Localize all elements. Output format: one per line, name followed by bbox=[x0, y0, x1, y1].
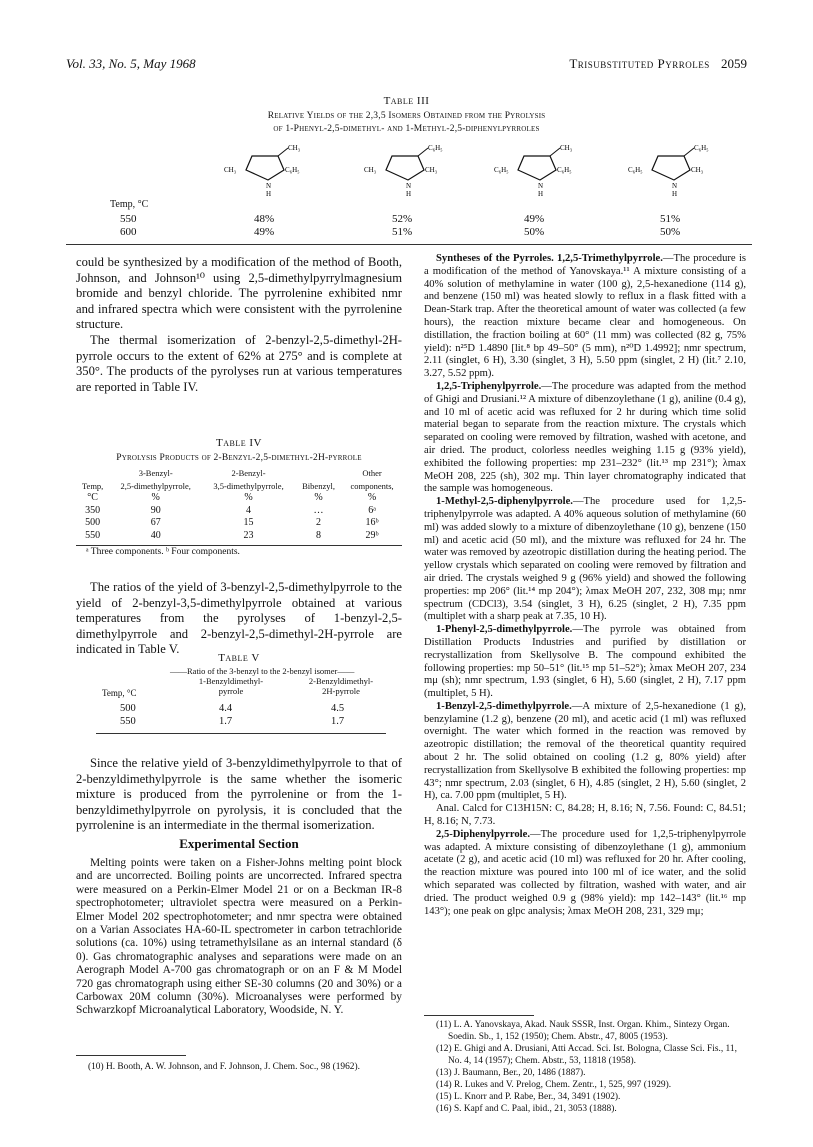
analysis: Anal. Calcd for C13H15N: C, 84.28; H, 8.16; N, 7.56. Found: C, 84.51; H, 8.16; N, 7.73. bbox=[424, 803, 746, 828]
table3-cell: 50% bbox=[524, 226, 545, 238]
reference: (11) L. A. Yanovskaya, Akad. Nauk SSSR, Inst. Organ. Khim., Sintezy Organ. Soedin. Sb., 1, 152 (1950); Chem. Abstr., 47, 8005 (1953). bbox=[436, 1020, 730, 1042]
table4-cell: 350 bbox=[85, 504, 101, 516]
table4-cell: 8 bbox=[316, 529, 322, 541]
table4-head-row bbox=[76, 492, 402, 505]
subheading: 1-Methyl-2,5-diphenylpyrrole. bbox=[436, 496, 573, 508]
pyrrole-structure-4 bbox=[628, 142, 720, 198]
table4-head: components, bbox=[350, 480, 394, 491]
svg-text:C₆H₅: C₆H₅ bbox=[285, 166, 300, 174]
body-text: —The pyrrole was obtained from Distillation Products Industries and purified by distillation or recrystallization from Skellysolve B. The compound exhibited the following properties: mp 50–51° (lit.¹⁵ mp 51–52°); λmax MeOH 207, 234 mμ (sh); nmr spectrum, 1.93 (singlet, 6 H), 5.60 (singlet, 2 H), 7.17 ppm (multiplet, 5 H). bbox=[424, 624, 746, 700]
table5-span-header: ——Ratio of the 3-benzyl to the 2-benzyl isomer—— bbox=[170, 666, 355, 676]
pyrrole-structure-1 bbox=[222, 142, 314, 198]
svg-text:N: N bbox=[672, 182, 678, 190]
left-column-top bbox=[76, 255, 402, 395]
reference: (13) J. Baumann, Ber., 20, 1486 (1887). bbox=[436, 1068, 586, 1078]
table5-head: pyrrole bbox=[218, 686, 244, 696]
table4-cell: 2 bbox=[316, 517, 322, 528]
table5-head: 2H-pyrrole bbox=[322, 686, 360, 696]
table5-title: Table V bbox=[218, 652, 260, 664]
table4-cell: 40 bbox=[150, 529, 161, 541]
table4-cell: 67 bbox=[150, 517, 161, 528]
svg-text:CH₃: CH₃ bbox=[288, 144, 301, 152]
svg-text:C₆H₅: C₆H₅ bbox=[557, 166, 572, 174]
svg-text:C₆H₅: C₆H₅ bbox=[428, 144, 443, 152]
table4-head: % bbox=[244, 492, 253, 503]
table4-cell: … bbox=[313, 504, 324, 516]
right-column bbox=[424, 253, 746, 918]
table3-cell: 51% bbox=[660, 213, 681, 225]
svg-text:N: N bbox=[266, 182, 272, 190]
table5-rule bbox=[96, 733, 386, 734]
table4-head: % bbox=[367, 492, 377, 503]
table4-cell: 500 bbox=[85, 517, 101, 528]
references bbox=[436, 1019, 746, 1115]
table4-cell: 4 bbox=[246, 504, 252, 516]
table4-head: Temp, bbox=[81, 480, 104, 491]
svg-text:N: N bbox=[538, 182, 544, 190]
svg-text:CH₃: CH₃ bbox=[224, 166, 237, 174]
body-text: —A mixture of 2,5-hexanedione (1 g), benzylamine (1.2 g), benzene (20 ml), and acetic acid (1 ml) was refluxed overnight. The water which formed in the reaction was removed by azeotropic distillation; the removal of the theoretical quantity required about 2 hr. The solid obtained on cooling (1.2 g, 80% yield) after recrystallization from Skellysolve B exhibited the following properties: mp 43°; nmr spectrum, 2.03 (singlet, 6 H), 4.85 (singlet, 2 H), 5.60 (singlet, 2 H), ca. 7.00 ppm (multiplet, 5 H). bbox=[424, 700, 746, 802]
paragraph: could be synthesized by a modification of the method of Booth, Johnson, and Johnson¹⁰ using 2,5-dimethylpyrrylmagnesium bromide and benzyl chloride. The pyrrolenine exhibited nmr and infrared spectra which were consistent with the pyrrolenine structure. bbox=[76, 255, 402, 332]
table3-cell: 50% bbox=[660, 226, 681, 238]
experimental-paragraph bbox=[76, 857, 402, 1018]
table5-cell: 550 bbox=[120, 716, 136, 727]
paragraph: The ratios of the yield of 3-benzyl-2,5-dimethylpyrrole to the yield of 2-benzyl-3,5-dimethylpyrrole obtained at various temperatures from the pyrolyses of 1-benzyl-2,5-dimethylpyrrole and 2-benzyl-2,5-dimethyl-2H-pyrrole are indicated in Table V. bbox=[76, 580, 402, 657]
running-title-text: Trisubstituted Pyrroles bbox=[569, 56, 710, 71]
table4-cell: 90 bbox=[150, 504, 161, 516]
svg-text:CH₃: CH₃ bbox=[560, 144, 573, 152]
table4-cell: 29ᵇ bbox=[365, 529, 379, 541]
table5-cell: 1.7 bbox=[219, 716, 233, 727]
running-title bbox=[569, 56, 747, 72]
table4-head: 2-Benzyl- bbox=[231, 468, 266, 478]
table4-head: Other bbox=[362, 468, 382, 478]
section-heading: Experimental Section bbox=[179, 836, 299, 851]
table4-footnotes: ᵃ Three components. ᵇ Four components. bbox=[86, 547, 240, 557]
table5-cell: 4.5 bbox=[331, 703, 345, 714]
subheading: 2,5-Diphenylpyrrole. bbox=[436, 828, 530, 840]
body-text: —The procedure is a modification of the method of Yanovskaya.¹¹ A mixture consisting of a 40% solution of methylamine in water (100 g), 2,5-hexanedione (114 g), and benzene (150 ml) was heated slowly to reflux in a flask fitted with a Dean-Stark trap. After the theoretical amount of water was collected (a few hours), the reaction mixture became clear and homogeneous. On distillation, the fraction boiling at 60° (11 mm) was collected (82 g, 75% yield): n²⁵D 1.4890 [lit.⁸ bp 49–50° (5 mm), n²⁰D 1.4992]; nmr spectrum, 2.11 (singlet, 6 H), 3.30 (singlet, 3 H), 5.50 ppm (singlet, 2 H) (lit.⁷ 2.10, 3.27, 5.52 ppm). bbox=[424, 253, 747, 380]
reference: (14) R. Lukes and V. Prelog, Chem. Zentr., 1, 525, 997 (1929). bbox=[436, 1080, 672, 1090]
svg-text:CH₃: CH₃ bbox=[364, 166, 377, 174]
paragraph: Melting points were taken on a Fisher-Johns melting point block and are uncorrected. Boiling points are uncorrected. Infrared spectra were measured on a Perkin-Elmer Model 21 or on a Beckman IR-8 spectrophotometer; ultraviolet spectra were measured on a Perkin-Elmer Model 202 spectrophotometer; and nmr spectra were obtained on a Varian Associates HA-60-IL spectrometer in carbon tetrachloride solutions (ca. 10%) using tetramethylsilane as an internal standard (δ 0). Gas chromatographic analyses and separations were made on an Aerograph Model A-700 gas chromatograph or on an F & M Model 720 gas chromatograph using either SE-30 columns (20 and 30%) or a Carbowax 20M column (30%). Microanalyses were performed by Schwarzkopf Microanalytical Laboratory, Woodside, N. Y. bbox=[76, 857, 402, 1017]
page-number: 2059 bbox=[721, 56, 747, 71]
table3-subtitle-2: of 1-Phenyl-2,5-dimethyl- and 1-Methyl-2,5-diphenylpyrroles bbox=[273, 124, 540, 134]
paragraph: The thermal isomerization of 2-benzyl-2,5-dimethyl-2H-pyrrole occurs to the extent of 62% at 275° and is complete at 350°. The products of the pyrolyses run at various temperatures are reported in Table IV. bbox=[76, 332, 402, 394]
table3-subtitle-1: Relative Yields of the 2,3,5 Isomers Obtained from the Pyrolysis bbox=[267, 111, 546, 121]
table4-head: % bbox=[151, 492, 160, 503]
table4 bbox=[76, 467, 402, 542]
subheading: 1-Benzyl-2,5-dimethylpyrrole. bbox=[436, 700, 572, 712]
body-text: —The procedure used for 1,2,5-triphenylpyrrole was adapted. A mixture consisting of dibenzoylethane (1 g), ammonium acetate (2 g), and acetic acid (10 ml) was refluxed for 20 hr. After cooling, the reaction mixture was poured into 100 ml of ice water, and the solid which separated was collected by filtration, washed with water, and air dried. The product weighed 0.9 g (98% yield): mp 142–143° (lit.¹⁶ mp 143°); one peak on glpc analysis; λmax MeOH 208, 231, 329 mμ; bbox=[424, 828, 746, 917]
table3-temp-header: Temp, °C bbox=[110, 199, 149, 210]
table4-head: °C bbox=[87, 492, 98, 503]
reference: (15) L. Knorr and P. Rabe, Ber., 34, 3491 (1902). bbox=[436, 1092, 621, 1102]
table4-subtitle: Pyrolysis Products of 2-Benzyl-2,5-dimethyl-2H-pyrrole bbox=[116, 453, 362, 463]
svg-text:H: H bbox=[538, 190, 544, 198]
svg-text:N: N bbox=[406, 182, 412, 190]
reference: (16) S. Kapf and C. Paal, ibid., 21, 3053 (1888). bbox=[436, 1104, 617, 1114]
table3-rule bbox=[66, 244, 752, 245]
table-row bbox=[76, 505, 402, 518]
table4-cell: 23 bbox=[243, 529, 254, 541]
table-row bbox=[76, 517, 402, 530]
table4-title: Table IV bbox=[216, 437, 262, 449]
table3-title: Table III bbox=[383, 95, 430, 107]
subheading: 1,2,5-Triphenylpyrrole. bbox=[436, 380, 542, 392]
left-column-mid bbox=[76, 580, 402, 658]
reference: (12) E. Ghigi and A. Drusiani, Atti Accad. Sci. Ist. Bologna, Classe Sci. Fis., 11, No. 4, 14 (1957); Chem. Abstr., 53, 11818 (1958). bbox=[436, 1044, 737, 1066]
svg-text:C₆H₅: C₆H₅ bbox=[494, 166, 509, 174]
table4-cell: 6ᵃ bbox=[368, 504, 376, 516]
left-column-conclusion bbox=[76, 756, 402, 834]
table3-cell: 49% bbox=[254, 226, 275, 238]
table5-cell: 4.4 bbox=[219, 703, 233, 714]
table4-head: Bibenzyl, bbox=[302, 480, 335, 491]
paragraph bbox=[424, 381, 746, 496]
footnote-10: (10) H. Booth, A. W. Johnson, and F. Johnson, J. Chem. Soc., 98 (1962). bbox=[88, 1062, 360, 1072]
table3-row-temp: 600 bbox=[120, 226, 137, 238]
table3-cell: 49% bbox=[524, 213, 545, 225]
footnote-rule bbox=[76, 1055, 186, 1056]
svg-text:H: H bbox=[266, 190, 272, 198]
table5-cell: 500 bbox=[120, 703, 136, 714]
table4-head: % bbox=[314, 492, 323, 503]
body-text: —The procedure used for 1,2,5-triphenylpyrrole was adapted. A 40% aqueous solution of methylamine (60 ml) was added slowly to a mixture of dibenzoylethane (10 g), benzene (150 ml) and acetic acid (50 ml), and the mixture was refluxed for 24 hr. The water was removed by azeotropic distillation during the heating period. The yellow crystals which separated on cooling were removed by filtration and air dried. The crystals weighed 9 g (96% yield) and showed the following properties: mp 206° (lit.¹⁴ mp 204°); λmax MeOH 207, 232, 308 mμ; nmr spectrum (CDCl3), 3.54 (singlet, 3 H), 6.25 (singlet, 2 H), 7.35 ppm (multiplet with a sharp peak at 7.35, 10 H). bbox=[424, 496, 746, 623]
paragraph: Since the relative yield of 3-benzyldimethylpyrrole to that of 2-benzyldimethylpyrrole is the same whether the isomeric mixture is produced from the pyrrolenine or from the 1-benzyldimethylpyrrole on pyrolysis, it is concluded that the pyrrolenine is an intermediate in the thermal isomerization. bbox=[76, 756, 402, 833]
table5-temp-header: Temp, °C bbox=[102, 688, 137, 698]
table4-head bbox=[295, 467, 342, 480]
svg-text:CH₃: CH₃ bbox=[691, 166, 704, 174]
table4-head: 3-Benzyl- bbox=[138, 468, 173, 478]
table5-col2-head bbox=[296, 676, 386, 696]
table4-cell: 15 bbox=[243, 517, 254, 528]
subheading: Syntheses of the Pyrroles. 1,2,5-Trimethylpyrrole. bbox=[436, 253, 663, 264]
paragraph bbox=[424, 624, 746, 701]
paragraph bbox=[424, 829, 746, 919]
table5-head: 1-Benzyldimethyl- bbox=[198, 676, 264, 686]
table4-head bbox=[76, 467, 109, 480]
subheading: 1-Phenyl-2,5-dimethylpyrrole. bbox=[436, 624, 573, 636]
pyrrole-structure-3 bbox=[494, 142, 586, 198]
table4-head: 3,5-dimethylpyrrole, bbox=[213, 480, 284, 491]
svg-text:CH₃: CH₃ bbox=[425, 166, 438, 174]
svg-text:H: H bbox=[672, 190, 678, 198]
table3-cell: 48% bbox=[254, 213, 275, 225]
body-text: —The procedure was adapted from the method of Ghigi and Drusiani.¹² A mixture of dibenzoylethane (1 g), aniline (0.4 g), and 10 ml of acetic acid was refluxed for 2 hr during which time solid material began to separate from the reaction mixture. The crystals which separated on cooling were removed by filtration, washed with acetone, and air dried. The product, colorless needles weighing 1.15 g (93% yield), exhibited the following properties: mp 231–232° (lit.¹³ mp 231°); λmax MeOH 208, 225 (sh), 302 mμ. Thin layer chromatography indicated that the sample was homogeneous. bbox=[424, 380, 746, 495]
journal-header: Vol. 33, No. 5, May 1968 bbox=[66, 56, 196, 71]
table3-row-temp: 550 bbox=[120, 213, 137, 225]
paragraph bbox=[424, 701, 746, 803]
table5-head: 2-Benzyldimethyl- bbox=[308, 676, 374, 686]
table4-cell: 550 bbox=[85, 529, 101, 541]
table4-head: 2,5-dimethylpyrrole, bbox=[120, 480, 191, 491]
table5-cell: 1.7 bbox=[331, 716, 345, 727]
svg-text:H: H bbox=[406, 190, 412, 198]
table4-head-row bbox=[76, 467, 402, 480]
table4-head-row bbox=[76, 480, 402, 493]
table3-cell: 52% bbox=[392, 213, 413, 225]
table5-col1-head bbox=[186, 676, 276, 696]
table3-cell: 51% bbox=[392, 226, 413, 238]
table4-rule bbox=[76, 545, 402, 546]
references-rule bbox=[424, 1015, 534, 1016]
svg-text:C₆H₅: C₆H₅ bbox=[628, 166, 643, 174]
pyrrole-structure-2 bbox=[362, 142, 454, 198]
table4-cell: 16ᵇ bbox=[365, 517, 379, 528]
table-row bbox=[76, 530, 402, 543]
paragraph bbox=[424, 496, 746, 624]
paragraph bbox=[424, 253, 746, 381]
svg-text:C₆H₅: C₆H₅ bbox=[694, 144, 709, 152]
